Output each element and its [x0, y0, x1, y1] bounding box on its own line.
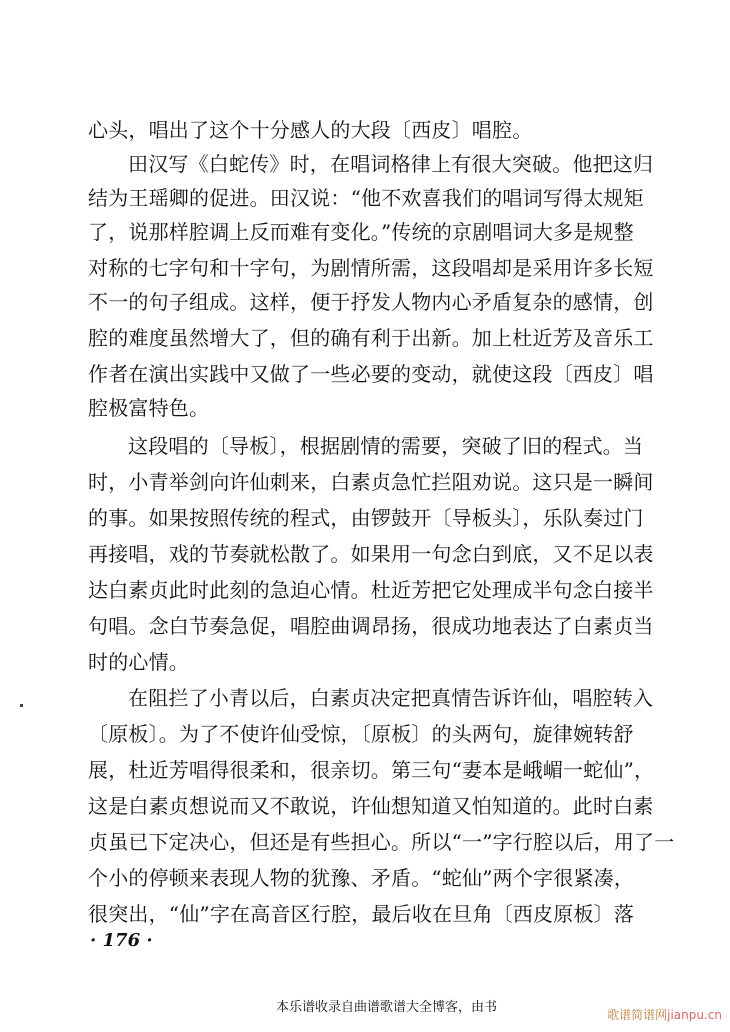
text-line: 田汉写《白蛇传》时，在唱词格律上有很大突破。他把这归	[128, 152, 654, 176]
text-line: 的事。如果按照传统的程式，由锣鼓开〔导板头〕，乐队奏过门	[88, 506, 644, 530]
text-line: 时的心情。	[88, 650, 189, 674]
margin-dot	[20, 704, 23, 707]
text-line: 在阻拦了小青以后，白素贞决定把真情告诉许仙，唱腔转入	[128, 686, 654, 710]
footer-source-note: 本乐谱收录自曲谱歌谱大全博客，由书	[276, 1000, 498, 1015]
text-line: 再接唱，戏的节奏就松散了。如果用一句念白到底，又不足以表	[88, 542, 654, 566]
text-line: 个小的停顿来表现人物的犹豫、矛盾。“蛇仙”两个字很紧凑，	[88, 866, 635, 890]
text-line: 结为王瑶卿的促进。田汉说：“他不欢喜我们的唱词写得太规矩	[88, 186, 644, 210]
text-line: 展，杜近芳唱得很柔和，很亲切。第三句“妻本是峨嵋一蛇仙”，	[88, 758, 655, 782]
text-line: 不一的句子组成。这样，便于抒发人物内心矛盾复杂的感情，创	[88, 290, 654, 314]
site-watermark	[607, 1006, 722, 1023]
text-line: 作者在演出实践中又做了一些必要的变动，就使这段〔西皮〕唱	[88, 362, 654, 386]
text-line: 时，小青举剑向许仙刺来，白素贞急忙拦阻劝说。这只是一瞬间	[88, 470, 654, 494]
page-number: · 176 ·	[90, 930, 153, 951]
text-line: 这是白素贞想说而又不敢说，许仙想知道又怕知道的。此时白素	[88, 794, 654, 818]
text-line: 对称的七字句和十字句，为剧情所需，这段唱却是采用许多长短	[88, 256, 654, 280]
text-line: 腔的难度虽然增大了，但的确有利于出新。加上杜近芳及音乐工	[88, 326, 654, 350]
text-line: 达白素贞此时此刻的急迫心情。杜近芳把它处理成半句念白接半	[88, 578, 654, 602]
text-line: 很突出，“仙”字在高音区行腔，最后收在旦角〔西皮原板〕落	[88, 902, 635, 926]
watermark-domain: jianpu.cn	[667, 1008, 722, 1022]
text-line: 句唱。念白节奏急促，唱腔曲调昂扬，很成功地表达了白素贞当	[88, 614, 654, 638]
text-line: 这段唱的〔导板〕，根据剧情的需要，突破了旧的程式。当	[128, 434, 644, 458]
text-line: 心头，唱出了这个十分感人的大段〔西皮〕唱腔。	[88, 118, 533, 142]
text-line: 腔极富特色。	[88, 396, 210, 420]
text-line: 〔原板〕。为了不使许仙受惊，〔原板〕的头两句，旋律婉转舒	[88, 722, 634, 746]
text-line: 了，说那样腔调上反而难有变化。”传统的京剧唱词大多是规整	[88, 220, 634, 244]
text-line: 贞虽已下定决心，但还是有些担心。所以“一”字行腔以后，用了一	[88, 830, 675, 854]
watermark-chinese: 歌谱简谱网	[607, 1008, 668, 1022]
